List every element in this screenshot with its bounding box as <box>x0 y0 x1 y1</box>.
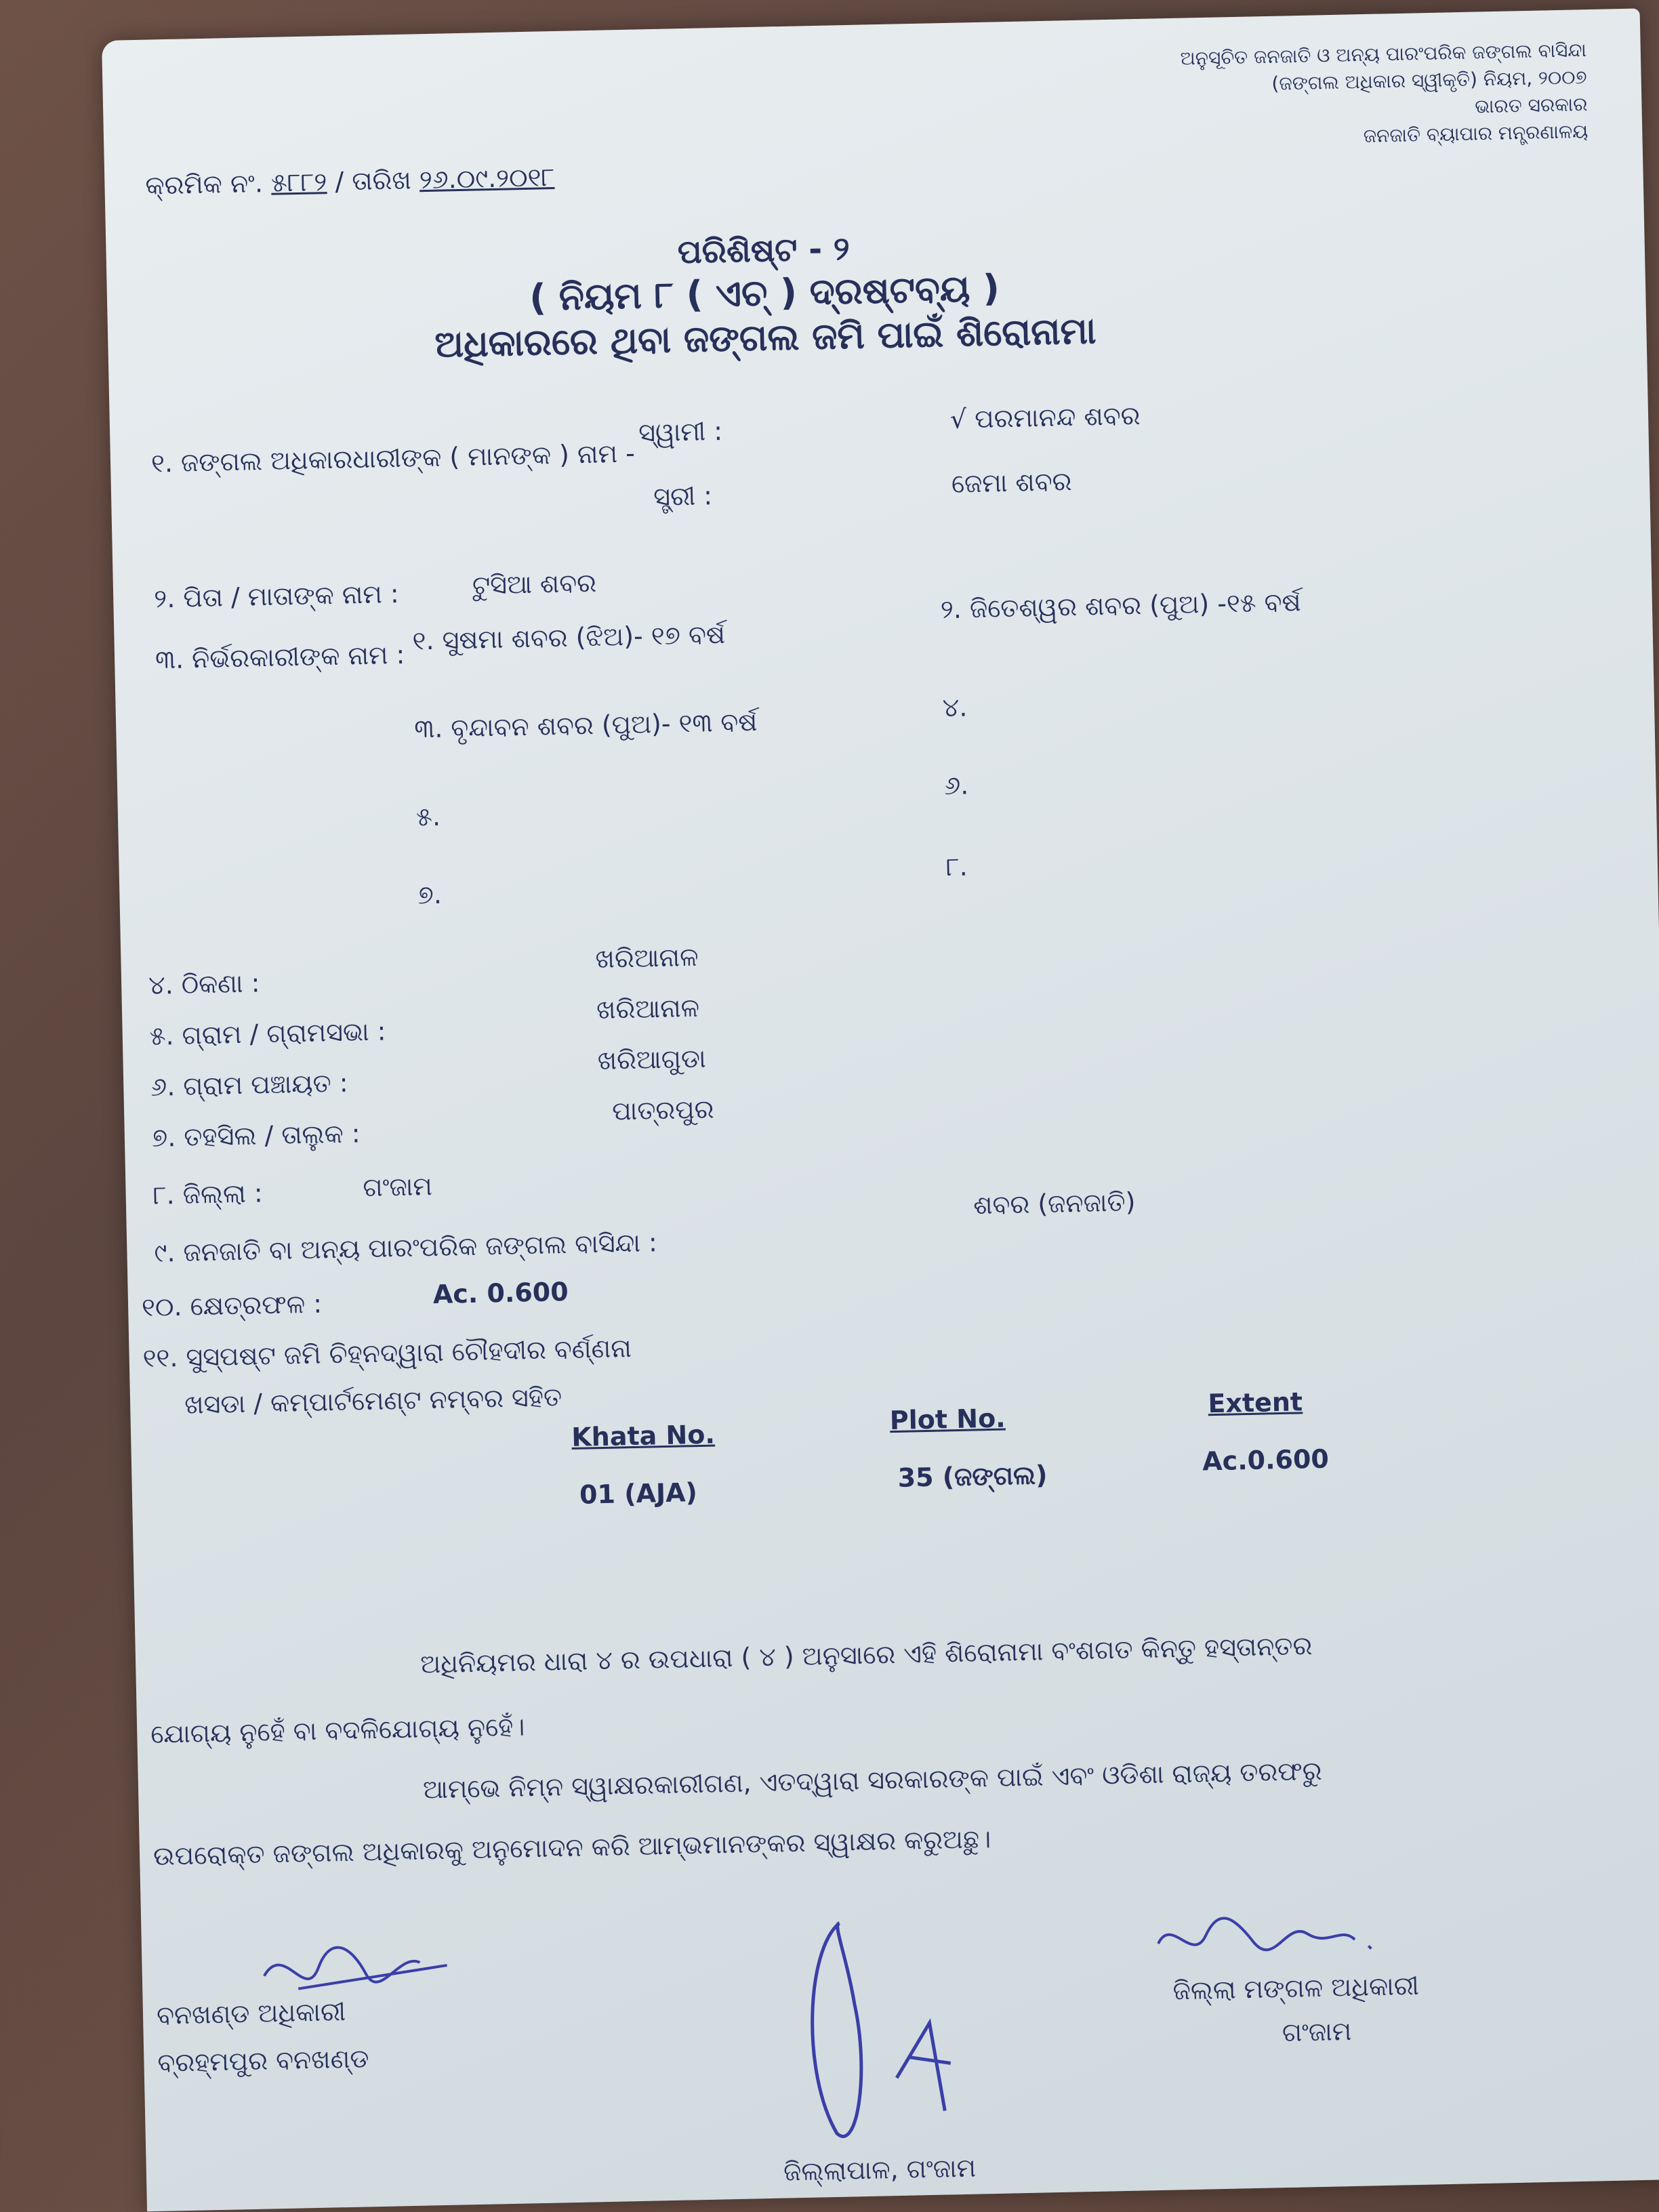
collector-signature <box>792 1906 1000 2161</box>
table-header-khata: Khata No. <box>571 1419 716 1452</box>
wife-name: ଜେମା ଶବର <box>951 466 1072 499</box>
address-value: ଖରିଆନାଳ <box>595 941 699 975</box>
table-cell-plot: 35 (ଜଙ୍ଗଲ) <box>897 1460 1048 1493</box>
serial-label: କ୍ରମିକ ନଂ. <box>145 168 264 201</box>
date-label: / ତାରିଖ <box>334 165 412 197</box>
authority-line: (ଜଙ୍ଗଲ ଅଧିକାର ସ୍ୱୀକୃତି) ନିୟମ, ୨୦୦୭ <box>1271 66 1587 95</box>
field-4-label: ୪. ଠିକଣା : <box>148 968 260 1000</box>
collector-title: ଜିଲ୍ଲାପାଳ, ଗଂଜାମ <box>783 2152 977 2187</box>
husband-label: ସ୍ୱାମୀ : <box>638 415 723 448</box>
district-value: ଗଂଜାମ <box>363 1171 433 1203</box>
signatory-left-title: ବନଖଣ୍ଡ ଅଧିକାରୀ <box>156 1996 346 2030</box>
right-signature <box>1151 1898 1396 1978</box>
paragraph-1-line-1: ଅଧିନିୟମର ଧାରା ୪ ର ଉପଧାରା ( ୪ ) ଅନୁସାରେ ଏହି ଶିରୋନାମା ବଂଶଗତ କିନ୍ତୁ ହସ୍ତାନ୍ତର <box>419 1631 1313 1679</box>
dependent-1: ୧. ସୁଷମା ଶବର (ଝିଅ)- ୧୭ ବର୍ଷ <box>412 619 726 656</box>
field-1-label: ୧. ଜଙ୍ଗଲ ଅଧିକାରଧାରୀଙ୍କ ( ମାନଙ୍କ ) ନାମ - <box>150 438 636 478</box>
field-10-label: ୧୦. କ୍ଷେତ୍ରଫଳ : <box>141 1288 323 1323</box>
village-value: ଖରିଆନାଳ <box>596 992 700 1025</box>
authority-line: ଅନୁସୂଚିତ ଜନଜାତି ଓ ଅନ୍ୟ ପାରଂପରିକ ଜଙ୍ଗଲ ବାସିନ୍ଦା <box>1180 39 1587 70</box>
field-2-label: ୨. ପିତା / ମାତାଙ୍କ ନାମ : <box>153 578 400 614</box>
dependent-6: ୬. <box>943 770 969 801</box>
community-value: ଶବର (ଜନଜାତି) <box>972 1187 1136 1221</box>
field-11-label-2: ଖସଡା / କମ୍ପାର୍ଟମେଣ୍ଟ ନମ୍ବର ସହିତ <box>184 1382 562 1420</box>
serial-number: ୫୮୮୨ <box>270 167 327 198</box>
field-3-label: ୩. ନିର୍ଭରକାରୀଙ୍କ ନାମ : <box>155 639 405 675</box>
title-line-2: ( ନିୟମ ୮ ( ଏଚ୍ ) ଦ୍ରଷ୍ଟବ୍ୟ ) <box>529 266 1000 319</box>
wife-label: ସ୍ତ୍ରୀ : <box>653 480 713 512</box>
table-header-extent: Extent <box>1208 1387 1303 1419</box>
field-8-label: ୮. ଜିଲ୍ଲା : <box>152 1178 264 1210</box>
document-page <box>102 8 1659 2211</box>
table-cell-khata: 01 (AJA) <box>579 1477 698 1510</box>
dependent-8: ୮. <box>945 851 968 882</box>
area-value: Ac. 0.600 <box>432 1276 569 1310</box>
field-7-label: ୭. ତହସିଲ / ତାଲୁକ : <box>151 1118 361 1153</box>
authority-line: ଜନଜାତି ବ୍ୟାପାର ମନ୍ତ୍ରଣାଳୟ <box>1363 120 1589 148</box>
tehsil-value: ପାତ୍ରପୁର <box>611 1094 714 1126</box>
dependent-3: ୩. ବୃନ୍ଦାବନ ଶବର (ପୁଅ)- ୧୩ ବର୍ଷ <box>413 706 758 744</box>
signatory-left-office: ବ୍ରହ୍ମପୁର ବନଖଣ୍ଡ <box>157 2043 369 2078</box>
paragraph-1-line-2: ଯୋଗ୍ୟ ନୁହେଁ ବା ବଦଳିଯୋଗ୍ୟ ନୁହେଁ। <box>150 1711 525 1750</box>
title-line-3: ଅଧିକାରରେ ଥିବା ଜଙ୍ଗଲ ଜମି ପାଇଁ ଶିରୋନାମା <box>434 309 1097 366</box>
paragraph-2-line-1: ଆମ୍ଭେ ନିମ୍ନ ସ୍ୱାକ୍ଷରକାରୀଗଣ, ଏତଦ୍ୱାରା ସରକାରଙ୍କ ପାଇଁ ଏବଂ ଓଡିଶା ରାଜ୍ୟ ତରଫରୁ <box>422 1755 1323 1805</box>
table-header-plot: Plot No. <box>889 1403 1006 1436</box>
authority-block <box>1119 37 1589 155</box>
dependent-2: ୨. ଜିତେଶ୍ୱର ଶବର (ପୁଅ) -୧୫ ବର୍ଷ <box>940 587 1301 625</box>
authority-line: ଭାରତ ସରକାର <box>1474 93 1588 118</box>
signatory-right-office: ଗଂଜାମ <box>1282 2016 1352 2048</box>
dependent-5: ୫. <box>415 801 441 832</box>
panchayat-value: ଖରିଆଗୁଡା <box>597 1043 707 1076</box>
dependent-4: ୪. <box>942 692 968 723</box>
field-9-label: ୯. ଜନଜାତି ବା ଅନ୍ୟ ପାରଂପରିକ ଜଙ୍ଗଲ ବାସିନ୍ଦା : <box>154 1227 658 1268</box>
dependent-7: ୭. <box>417 879 443 910</box>
signatory-right-title: ଜିଲ୍ଲା ମଙ୍ଗଳ ଅଧିକାରୀ <box>1172 1970 1420 2006</box>
field-5-label: ୫. ଗ୍ରାମ / ଗ୍ରାମସଭା : <box>149 1016 386 1051</box>
title-block <box>323 221 1206 369</box>
field-11-label-1: ୧୧. ସୁସ୍ପଷ୍ଟ ଜମି ଚିହ୍ନଦ୍ୱାରା ଚୌହଦୀର ବର୍ଣ୍ଣନା <box>142 1333 632 1374</box>
parent-name: ଟୁସିଆ ଶବର <box>472 567 597 600</box>
husband-name: √ ପରମାନନ୍ଦ ଶବର <box>949 401 1141 434</box>
title-line-1: ପରିଶିଷ୍ଟ - ୨ <box>677 229 851 272</box>
field-6-label: ୬. ଗ୍ରାମ ପଞ୍ଚାୟତ : <box>150 1067 348 1102</box>
issue-date: ୨୬.୦୯.୨୦୧୮ <box>419 162 555 195</box>
table-cell-extent: Ac.0.600 <box>1202 1443 1330 1477</box>
serial-date <box>145 160 555 203</box>
paragraph-2-line-2: ଉପରୋକ୍ତ ଜଙ୍ଗଲ ଅଧିକାରକୁ ଅନୁମୋଦନ କରି ଆମ୍ଭମାନଙ୍କର ସ୍ୱାକ୍ଷର କରୁଅଛୁ। <box>152 1824 991 1871</box>
